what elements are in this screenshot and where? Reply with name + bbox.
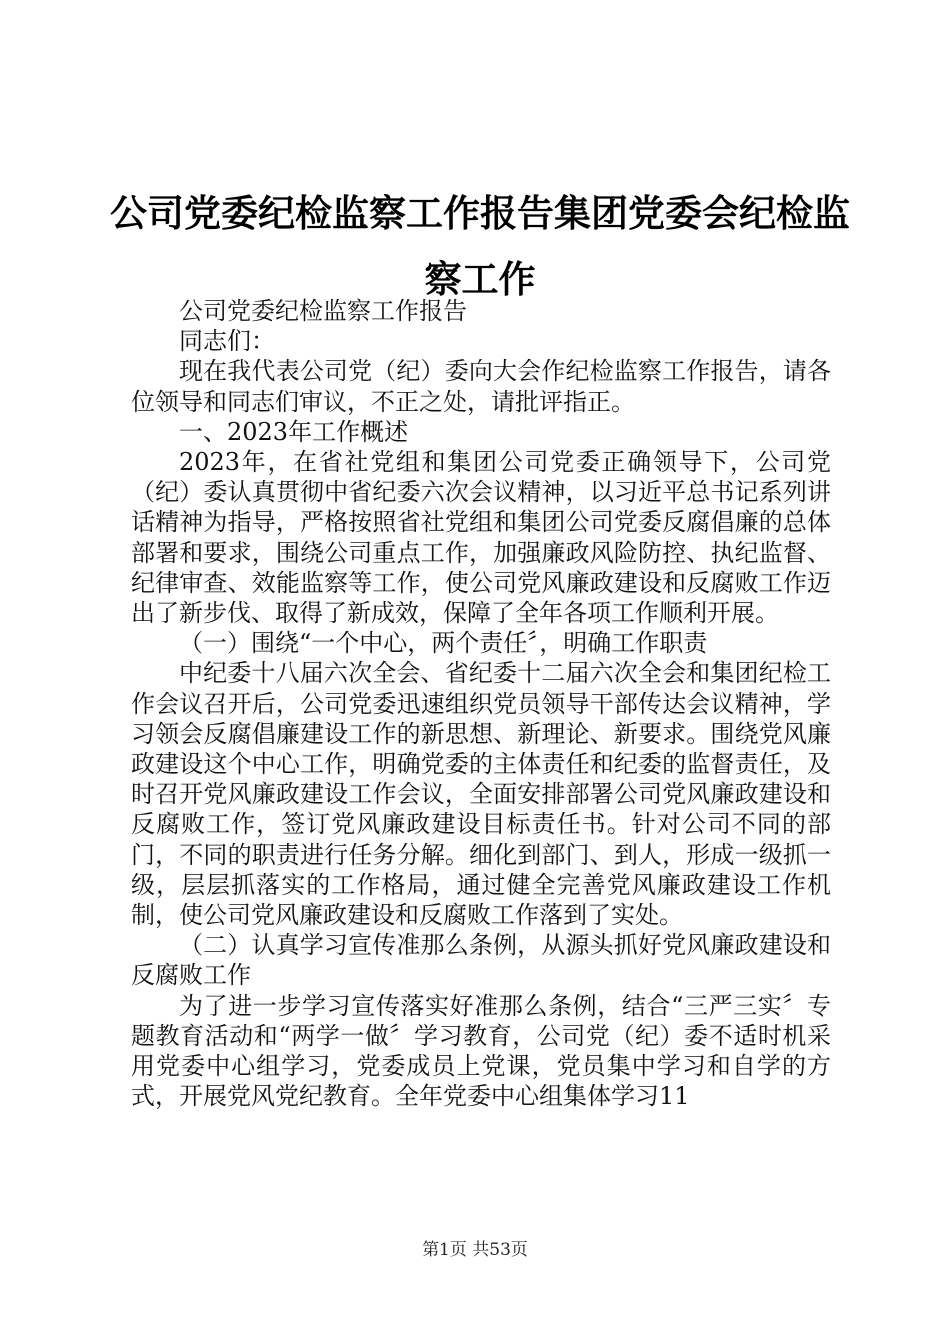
document-title: 公司党委纪检监察工作报告集团党委会纪检监察工作	[110, 191, 850, 301]
opening-paragraph: 现在我代表公司党（纪）委向大会作纪检监察工作报告，请各位领导和同志们审议，不正之处，请批评指正。	[131, 357, 831, 416]
salutation: 同志们：	[179, 327, 275, 356]
subsection-heading: （一）围绕“一个中心，两个责任〞，明确工作职责	[179, 629, 708, 658]
report-heading-line: 公司党委纪检监察工作报告	[179, 297, 467, 325]
page-footer: 第1页 共53页	[422, 1240, 528, 1260]
section-heading: 一、2023年工作概述	[179, 417, 409, 446]
subsection-heading: （二）认真学习宣传准那么条例，从源头抓好党风廉政建设和反腐败工作	[131, 931, 831, 990]
body-paragraph: 为了进一步学习宣传落实好准那么条例，结合“三严三实〞专题教育活动和“两学一做〞学习教育，公司党（纪）委不适时机采用党委中心组学习，党委成员上党课，党员集中学习和自学的方式，开展党风党纪教育。全年党委中心组集体学习11	[131, 991, 831, 1111]
document-body	[131, 296, 831, 1111]
body-paragraph: 中纪委十八届六次全会、省纪委十二届六次全会和集团纪检工作会议召开后，公司党委迅速组织党员领导干部传达会议精神，学习领会反腐倡廉建设工作的新思想、新理论、新要求。围绕党风廉政建设这个中心工作，明确党委的主体责任和纪委的监督责任，及时召开党风廉政建设工作会议，全面安排部署公司党风廉政建设和反腐败工作，签订党风廉政建设目标责任书。针对公司不同的部门，不同的职责进行任务分解。细化到部门、到人，形成一级抓一级，层层抓落实的工作格局，通过健全完善党风廉政建设工作机制，使公司党风廉政建设和反腐败工作落到了实处。	[131, 659, 831, 930]
overview-paragraph: 2023年，在省社党组和集团公司党委正确领导下，公司党（纪）委认真贯彻中省纪委六次会议精神，以习近平总书记系列讲话精神为指导，严格按照省社党组和集团公司党委反腐倡廉的总体部署和要求，围绕公司重点工作，加强廉政风险防控、执纪监督、纪律审查、效能监察等工作，使公司党风廉政建设和反腐败工作迈出了新步伐、取得了新成效，保障了全年各项工作顺利开展。	[131, 448, 831, 628]
